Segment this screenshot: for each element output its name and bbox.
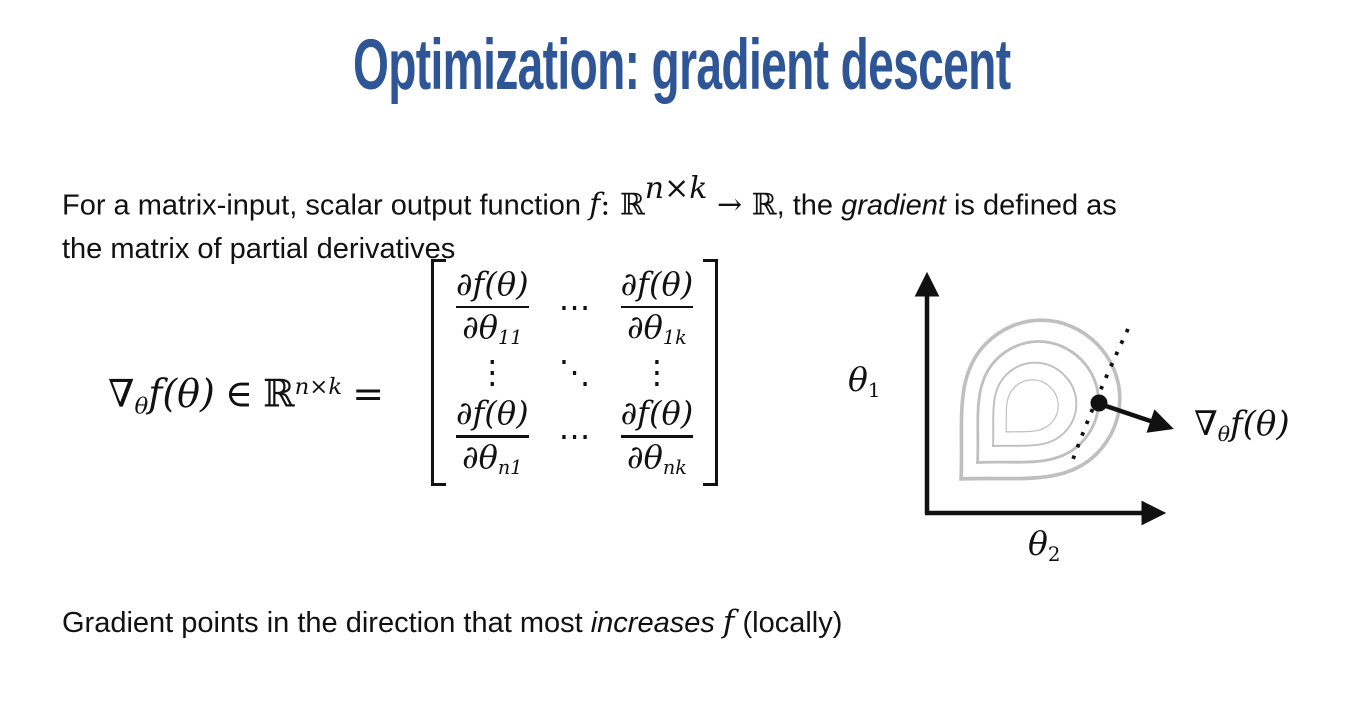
gradient-definition-lhs bbox=[108, 363, 384, 430]
x-axis-label: θ2 bbox=[1028, 524, 1061, 566]
footer-pre-text: Gradient points in the direction that most bbox=[62, 607, 591, 639]
fraction-numerator: ∂f(θ) bbox=[456, 265, 529, 303]
partial-derivative-matrix bbox=[431, 259, 718, 486]
y-axis-label: θ1 bbox=[848, 360, 881, 402]
gradient-vector-label bbox=[1194, 404, 1290, 446]
matrix-grid bbox=[446, 259, 703, 486]
colon: : bbox=[600, 187, 620, 223]
maps-to-arrow: → bbox=[707, 187, 752, 223]
intro-mid-text: , the bbox=[776, 189, 842, 222]
nabla-symbol: ∇ bbox=[108, 371, 135, 416]
reals-power: n×k bbox=[644, 171, 708, 206]
fraction-numerator: ∂f(θ) bbox=[456, 394, 529, 433]
matrix-right-bracket bbox=[703, 259, 718, 486]
fraction-denominator: ∂θn1 bbox=[462, 437, 523, 479]
nabla-subscript: θ bbox=[134, 393, 149, 420]
matrix-cell-frac-nk bbox=[621, 396, 694, 478]
matrix-cell-frac-n1 bbox=[456, 396, 529, 478]
cdots: ⋯ bbox=[558, 287, 591, 326]
element-of-symbol: ∈ bbox=[224, 371, 254, 416]
vdots: ⋮ bbox=[640, 352, 673, 391]
reals-symbol: ℝ bbox=[263, 371, 295, 416]
function-symbol: f bbox=[722, 604, 735, 640]
fraction-numerator: ∂f(θ) bbox=[620, 265, 694, 303]
reals-power: n×k bbox=[294, 374, 343, 400]
slide-header bbox=[0, 26, 1363, 105]
function-symbol: f bbox=[589, 187, 601, 223]
slide-title: Optimization: gradient descent bbox=[352, 26, 1011, 105]
gradient-arrow bbox=[1103, 405, 1168, 427]
f-of-theta: f(θ) bbox=[148, 371, 215, 416]
nabla-subscript: θ bbox=[1217, 422, 1231, 447]
fraction-denominator: ∂θ1k bbox=[627, 308, 687, 350]
intro-line-1 bbox=[62, 167, 1342, 228]
footer-statement bbox=[62, 601, 842, 644]
vdots: ⋮ bbox=[476, 352, 509, 391]
reals-symbol: ℝ bbox=[619, 187, 645, 223]
matrix-cell-frac-11 bbox=[456, 267, 529, 349]
ddots: ⋱ bbox=[558, 352, 591, 391]
cdots: ⋯ bbox=[558, 417, 591, 456]
nabla-symbol: ∇ bbox=[1194, 404, 1218, 444]
reals-symbol-2: ℝ bbox=[751, 187, 777, 223]
footer-post-text: (locally) bbox=[734, 607, 843, 639]
point-dot bbox=[1091, 395, 1108, 412]
intro-post-text: is defined as bbox=[945, 189, 1117, 222]
fraction-numerator: ∂f(θ) bbox=[620, 394, 694, 433]
f-of-theta: f(θ) bbox=[1230, 404, 1290, 444]
matrix-cell-frac-1k bbox=[621, 267, 694, 349]
fraction-denominator: ∂θ11 bbox=[462, 308, 523, 350]
equals-sign: = bbox=[352, 371, 385, 416]
matrix-left-bracket bbox=[431, 259, 446, 486]
intro-pre-text: For a matrix-input, scalar output function bbox=[62, 189, 590, 222]
intro-line-2: the matrix of partial derivatives bbox=[62, 232, 456, 265]
fraction-denominator: ∂θnk bbox=[627, 437, 687, 479]
gradient-word: gradient bbox=[841, 189, 946, 222]
increases-word: increases bbox=[590, 607, 715, 639]
